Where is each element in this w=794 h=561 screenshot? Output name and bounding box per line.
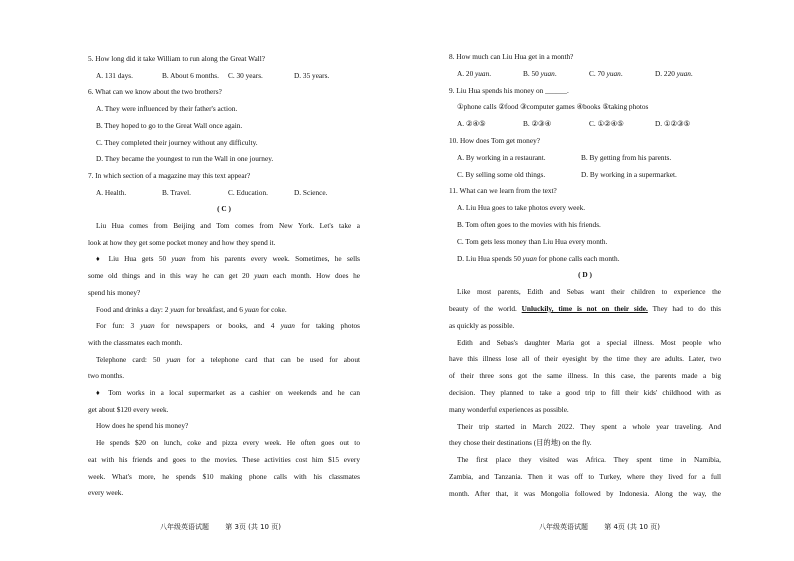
text-line: ♦ Liu Hua gets 50 yuan from his parents every week. Sometimes, he sells (96, 254, 361, 264)
answer-option: D. 220 yuan. (655, 68, 693, 78)
text-line: B. Tom often goes to the movies with his friends. (457, 219, 601, 229)
right-footer (539, 522, 674, 532)
right-column (449, 49, 721, 503)
text-line: 9. Liu Hua spends his money on ______. (449, 85, 569, 95)
answer-option: A. ②④⑤ (457, 119, 486, 129)
footer-title: 八年级英语试题 (160, 523, 209, 531)
section-heading: ( D ) (578, 270, 592, 280)
answer-option: D. 35 years. (294, 70, 330, 80)
text-line: For fun: 3 yuan for newspapers or books, and 4 yuan for taking photos (96, 321, 361, 331)
answer-option: B. About 6 months. (162, 70, 219, 80)
answer-option: A. 20 yuan. (457, 68, 492, 78)
text-line: Their trip started in March 2022. They spent a whole year traveling. And (457, 421, 721, 431)
text-line: they chose their destinations (目的地) on the fly. (449, 438, 592, 448)
text-line: A. They were influenced by their father's action. (96, 104, 238, 114)
answer-option: C. By selling some old things. (457, 169, 546, 179)
footer-page-number: 第 3页 (共 10 页) (225, 523, 281, 531)
text-line: 7. In which section of a magazine may this text appear? (88, 170, 251, 180)
text-line: Liu Hua comes from Beijing and Tom comes from New York. Let's take a (96, 221, 360, 231)
text-line: as quickly as possible. (449, 320, 515, 330)
answer-option: B. ②③④ (523, 119, 552, 129)
left-column (88, 51, 360, 502)
text-line: Zambia, and Tanzania. Then it was off to Turkey, where they lived for a full (449, 471, 721, 481)
answer-option: D. By working in a supermarket. (581, 169, 677, 179)
text-line: of their three sons got the same illness. In this case, the parents made a big (449, 371, 721, 381)
text-line: decision. They planned to take a good trip to fill their kids' childhood with as (449, 387, 721, 397)
answer-option: B. 50 yuan. (523, 68, 557, 78)
text-line: The first place they visited was Africa. They spent time in Namibia, (457, 455, 721, 465)
left-footer (160, 522, 295, 532)
text-line: 10. How does Tom get money? (449, 135, 540, 145)
text-line: B. They hoped to go to the Great Wall once again. (96, 120, 243, 130)
option-row (449, 116, 721, 133)
answer-option: B. Travel. (162, 187, 191, 197)
answer-option: C. Education. (228, 187, 268, 197)
text-line: two months. (88, 371, 125, 381)
text-line: 8. How much can Liu Hua get in a month? (449, 52, 574, 61)
text-line: many wonderful experiences as possible. (449, 404, 569, 414)
right-page (397, 0, 794, 561)
text-line: every week. (88, 488, 124, 498)
text-line: look at how they get some pocket money and how they spend it. (88, 237, 276, 247)
footer-title: 八年级英语试题 (539, 523, 588, 531)
text-line: A. Liu Hua goes to take photos every week. (457, 203, 586, 213)
text-line: some old things and in this way he can get 20 yuan each month. How does he (88, 271, 360, 281)
text-line: C. They completed their journey without any difficulty. (96, 137, 258, 147)
text-line: ①phone calls ②food ③computer games ④books ⑤taking photos (457, 102, 649, 112)
text-line: D. They became the youngest to run the Wall in one journey. (96, 154, 274, 164)
text-line: eat with his friends and goes to the movies. These activities cost him $15 every (88, 454, 360, 464)
section-heading: ( C ) (217, 204, 231, 214)
text-line: 6. What can we know about the two brothers? (88, 87, 222, 97)
option-row (449, 167, 721, 184)
answer-option: C. 70 yuan. (589, 68, 623, 78)
answer-option: C. 30 years. (228, 70, 263, 80)
text-line: Edith and Sebas's daughter Maria got a special illness. Most people who (457, 337, 721, 347)
text-line: Like most parents, Edith and Sebas want their children to experience the (457, 287, 721, 297)
answer-option: A. By working in a restaurant. (457, 152, 546, 162)
answer-option: A. 131 days. (96, 70, 133, 80)
option-row (449, 150, 721, 167)
footer-page-number: 第 4页 (共 10 页) (604, 523, 660, 531)
text-line: have this illness lose all of their eyesight by the time they are adults. Later, two (449, 354, 721, 364)
text-line: 11. What can we learn from the text? (449, 186, 557, 196)
text-line: 5. How long did it take William to run along the Great Wall? (88, 54, 265, 63)
answer-option: D. Science. (294, 187, 328, 197)
text-line: with the classmates each month. (88, 337, 183, 347)
text-line: get about $120 every week. (88, 404, 169, 414)
text-line: He spends $20 on lunch, coke and pizza every week. He often goes out to (96, 438, 360, 448)
text-line: ♦ Tom works in a local supermarket as a cashier on weekends and he can (96, 388, 360, 398)
text-line: C. Tom gets less money than Liu Hua every month. (457, 236, 608, 246)
text-line: week. What's more, he spends $10 making phone calls with his classmates (88, 471, 360, 481)
text-line: beauty of the world. Unluckily, time is not on their side. They had to do this (449, 303, 721, 313)
answer-option: A. Health. (96, 187, 127, 197)
text-line: Food and drinks a day: 2 yuan for breakfast, and 6 yuan for coke. (96, 304, 287, 314)
option-row (88, 185, 360, 202)
text-line: month. After that, it was Mongolia followed by Indonesia. Along the way, the (449, 488, 721, 498)
text-line: spend his money? (88, 287, 141, 297)
text-line: How does he spend his money? (96, 421, 189, 431)
text-line: D. Liu Hua spends 50 yuan for phone calls each month. (457, 253, 620, 263)
option-row (88, 68, 360, 85)
answer-option: D. ①②③⑤ (655, 119, 691, 129)
text-line: Telephone card: 50 yuan for a telephone card that can be used for about (96, 354, 361, 364)
answer-option: B. By getting from his parents. (581, 152, 672, 162)
answer-option: C. ①②④⑤ (589, 119, 624, 129)
option-row (449, 66, 721, 83)
